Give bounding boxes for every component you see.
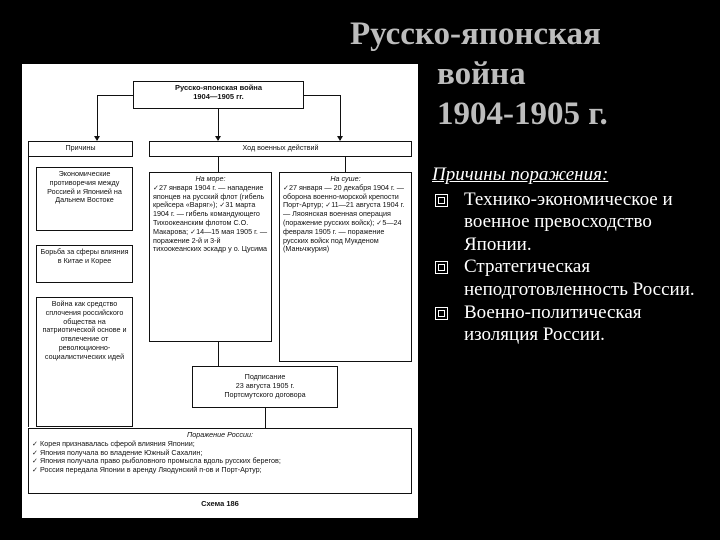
scheme-top-box	[133, 81, 304, 109]
title-line-3: 1904-1905 г.	[437, 96, 608, 132]
line	[97, 95, 98, 140]
defeat-reasons	[432, 164, 717, 347]
bullets-heading: Причины поражения:	[432, 164, 609, 185]
treaty-box	[192, 366, 338, 408]
bullet-item	[432, 256, 717, 301]
scheme-image	[22, 64, 418, 518]
defeat-item: ✓ Япония получала право рыболовного промысла вдоль русских берегов;	[32, 456, 281, 466]
causes-label: Причины	[28, 141, 133, 157]
treaty-line-1: Подписание	[244, 372, 286, 381]
line	[265, 408, 266, 428]
land-title: На суше:	[330, 174, 361, 183]
treaty-line-3: Портсмутского договора	[224, 389, 306, 399]
line	[345, 157, 346, 172]
line	[218, 157, 219, 172]
line	[304, 95, 340, 96]
defeat-item: ✓ Россия передала Японии в аренду Ляодунский п-ов и Порт-Артур;	[32, 465, 262, 475]
defeat-item: ✓ Корея признавалась сферой влияния Японии;	[32, 438, 195, 448]
checkbox-bullet-icon	[435, 261, 448, 274]
sea-box	[149, 172, 272, 342]
bullet-text: Военно-политическая изоляция России.	[464, 301, 642, 346]
cause-box-3: Война как средство сплочения российского общества на патриотической основе и отвлечение от революционно-социалистических идей	[36, 297, 133, 427]
checkbox-bullet-icon	[435, 307, 448, 320]
sea-text: ✓27 января 1904 г. — нападение японцев на русский флот (гибель крейсера «Варяг»); ✓31 марта 1904 г. — гибель командующего Тихоокеанским флотом С.О. Макарова; ✓14—15 мая 1905 г. — поражение 2-й и 3-й тихоокеанских эскадр у о. Цусима	[153, 182, 268, 254]
line	[218, 342, 219, 366]
title-line-2: война	[437, 56, 526, 92]
line	[340, 95, 341, 140]
cause-box-1: Экономические противоречия между Россией и Японией на Дальнем Востоке	[36, 167, 133, 231]
defeat-box	[28, 428, 412, 494]
course-label: Ход военных действий	[149, 141, 412, 157]
checkbox-bullet-icon	[435, 194, 448, 207]
scheme-top-line-1: Русско-японская война	[174, 83, 263, 92]
title-line-1: Русско-японская	[350, 16, 601, 52]
cause-box-2: Борьба за сферы влияния в Китае и Корее	[36, 245, 133, 283]
defeat-title: Поражение России:	[187, 430, 253, 439]
bullet-item	[432, 302, 717, 347]
bullet-text: Технико-экономическое и военное превосходство Японии.	[464, 188, 673, 255]
line	[97, 95, 133, 96]
defeat-item: ✓ Япония получала во владение Южный Сахалин;	[32, 447, 203, 457]
land-text: ✓27 января — 20 декабря 1904 г. — оборона военно-морской крепости Порт-Артур; ✓11—21 августа 1904 г. — Ляоянская военная операция (поражение русских войск); ✓5—24 февраля 1905 г. — поражение русских войск под Мукденом (Маньчжурия)	[283, 182, 405, 254]
sea-title: На море:	[195, 174, 226, 183]
line	[28, 157, 29, 427]
land-box	[279, 172, 412, 362]
bullet-text: Стратегическая неподготовленность России.	[464, 256, 695, 300]
treaty-line-2: 23 августа 1905 г.	[235, 380, 295, 390]
bullet-item	[432, 189, 717, 257]
scheme-top-line-2: 1904—1905 гг.	[193, 91, 244, 101]
scheme-caption: Схема 186	[201, 499, 239, 508]
